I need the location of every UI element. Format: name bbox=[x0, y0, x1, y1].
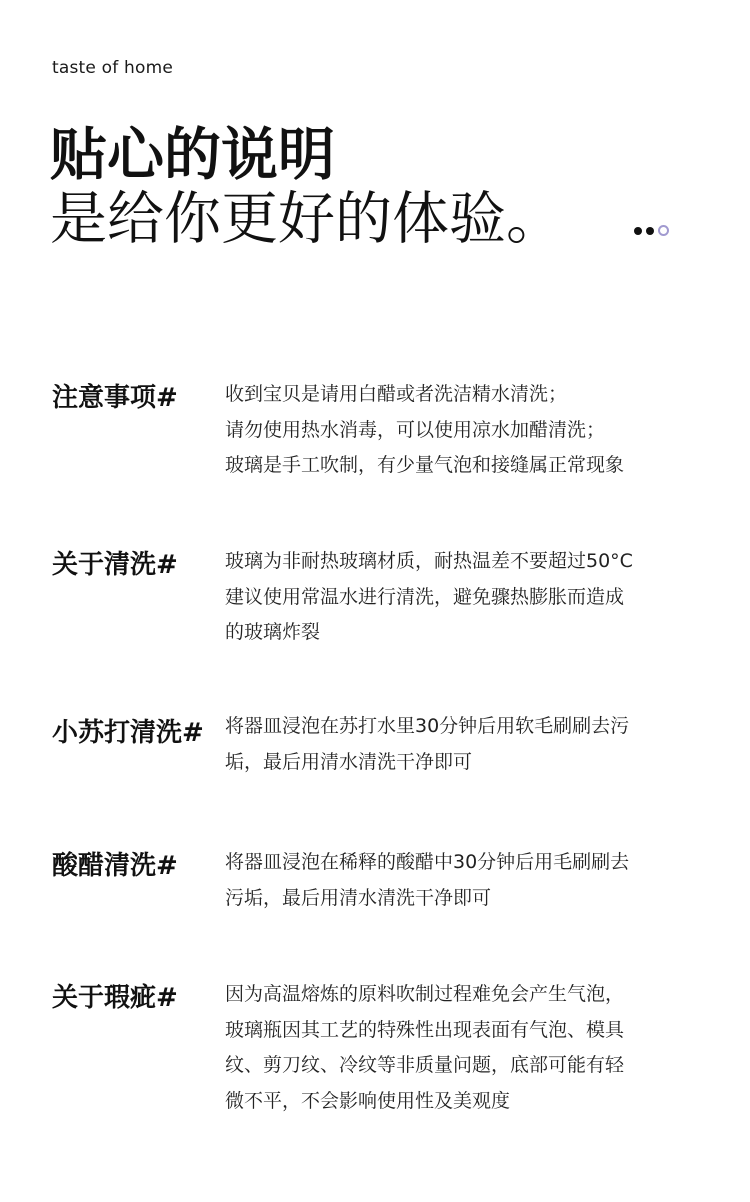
body-line: 将器皿浸泡在稀释的酸醋中30分钟后用毛刷刷去 bbox=[225, 851, 630, 873]
body-line: 微不平，不会影响使用性及美观度 bbox=[225, 1089, 511, 1112]
body-line: 玻璃瓶因其工艺的特殊性出现表面有气泡、模具 bbox=[225, 1018, 625, 1041]
body-line: 将器皿浸泡在苏打水里30分钟后用软毛刷刷去污 bbox=[225, 715, 630, 737]
section-body bbox=[225, 845, 675, 916]
body-line: 垢，最后用清水清洗干净即可 bbox=[225, 750, 473, 773]
body-line: 请勿使用热水消毒，可以使用凉水加醋清洗； bbox=[225, 418, 606, 441]
body-line: 玻璃是手工吹制，有少量气泡和接缝属正常现象 bbox=[225, 454, 625, 476]
section-title: 关于清洗# bbox=[52, 550, 178, 580]
dot-icon bbox=[646, 227, 654, 235]
accent-dot-icon bbox=[658, 225, 669, 236]
body-line: 纹、剪刀纹、冷纹等非质量问题，底部可能有轻 bbox=[225, 1054, 625, 1076]
section-body bbox=[225, 544, 675, 651]
headline-secondary: 是给你更好的体验。 bbox=[50, 186, 563, 252]
section-title: 酸醋清洗# bbox=[52, 851, 178, 881]
body-line: 的玻璃炸裂 bbox=[225, 621, 321, 643]
section-title: 注意事项# bbox=[52, 383, 178, 413]
section-title: 关于瑕疵# bbox=[52, 983, 178, 1013]
body-line: 污垢，最后用清水清洗干净即可 bbox=[225, 886, 492, 909]
brand-tagline: taste of home bbox=[52, 58, 174, 78]
section-body bbox=[225, 709, 675, 780]
section-title: 小苏打清洗# bbox=[52, 718, 204, 748]
headline-primary: 贴心的说明 bbox=[50, 122, 335, 188]
section-body bbox=[225, 377, 675, 484]
dot-icon bbox=[634, 227, 642, 235]
body-line: 因为高温熔炼的原料吹制过程难免会产生气泡， bbox=[225, 983, 625, 1005]
body-line: 建议使用常温水进行清洗，避免骤热膨胀而造成 bbox=[225, 585, 625, 608]
body-line: 收到宝贝是请用白醋或者洗洁精水清洗； bbox=[225, 383, 568, 405]
section-body bbox=[225, 977, 675, 1119]
ellipsis-dots-icon bbox=[634, 225, 669, 236]
body-line: 玻璃为非耐热玻璃材质，耐热温差不要超过50°C bbox=[225, 550, 633, 572]
